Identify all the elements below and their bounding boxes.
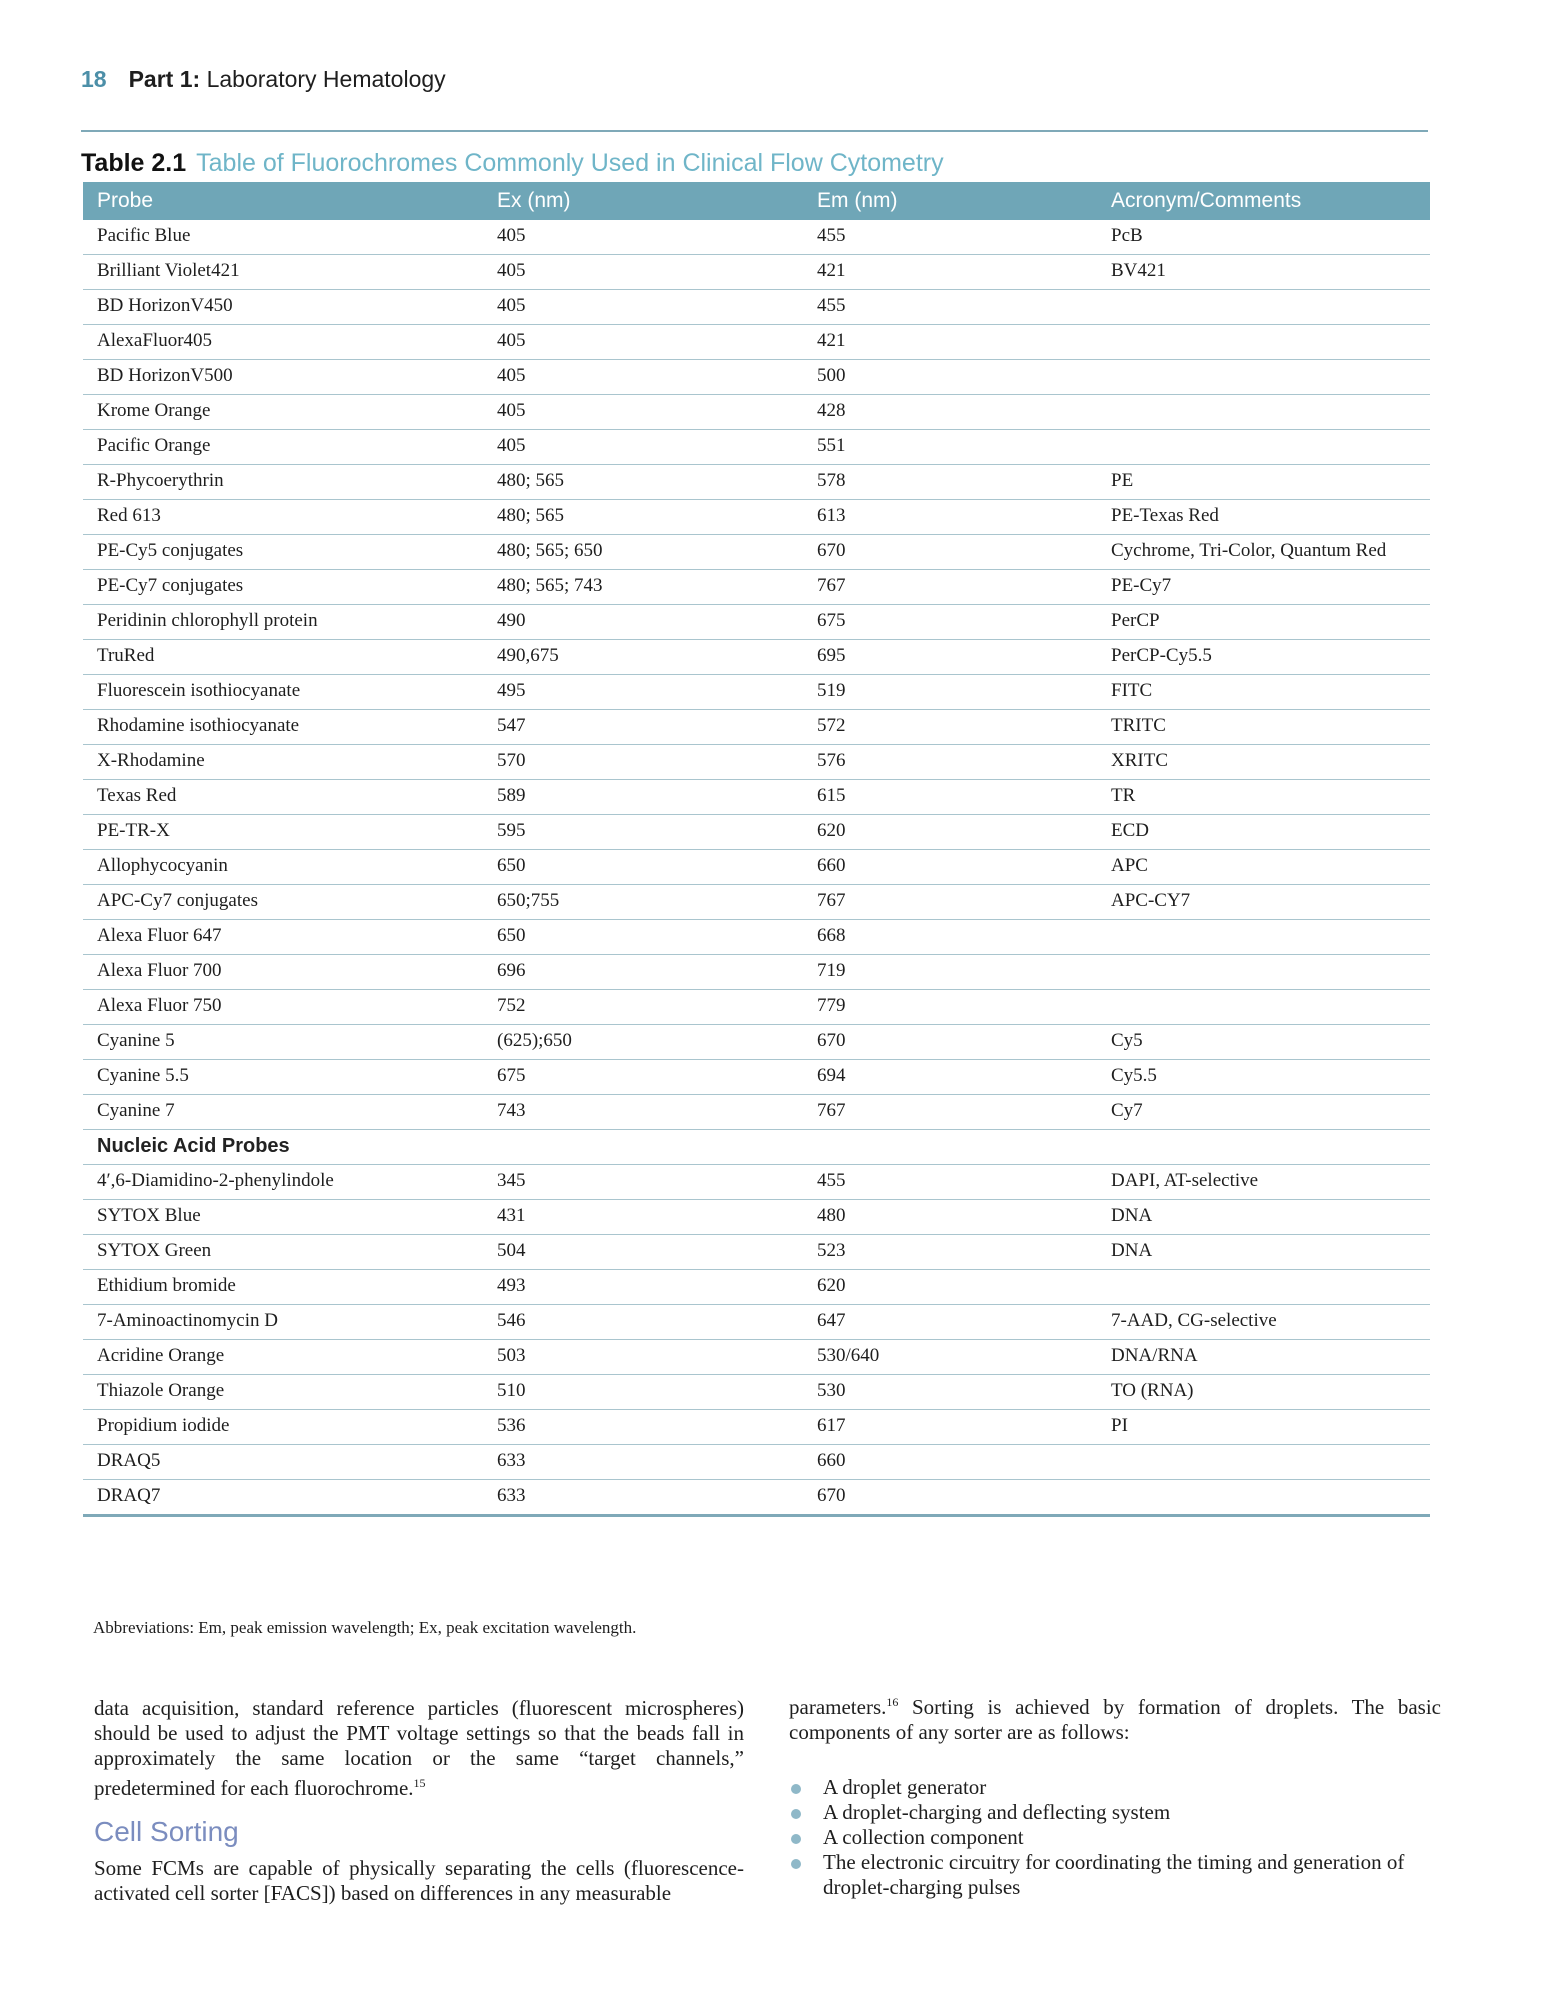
cell-em: 670 [803,1480,1097,1516]
cell-ex: 510 [483,1375,803,1410]
table-row [83,1340,1430,1375]
cell-probe: Pacific Orange [83,430,483,465]
cell-em: 455 [803,220,1097,255]
table-section-heading: Nucleic Acid Probes [83,1130,1430,1165]
cell-ex: 405 [483,360,803,395]
cell-comments: DAPI, AT-selective [1097,1165,1430,1200]
cell-probe: X-Rhodamine [83,745,483,780]
cell-probe: 7-Aminoactinomycin D [83,1305,483,1340]
cell-ex: 650;755 [483,885,803,920]
cell-ex: 595 [483,815,803,850]
cell-em: 779 [803,990,1097,1025]
cell-ex: 650 [483,850,803,885]
cell-ex: (625);650 [483,1025,803,1060]
cell-comments: DNA [1097,1200,1430,1235]
cell-ex: 536 [483,1410,803,1445]
cell-comments: ECD [1097,815,1430,850]
cell-em: 660 [803,1445,1097,1480]
cell-probe: Allophycocyanin [83,850,483,885]
cell-probe: BD HorizonV450 [83,290,483,325]
section-heading: Cell Sorting [94,1816,239,1847]
table-row [83,1060,1430,1095]
part-number: Part 1: [128,66,201,92]
table-row [83,920,1430,955]
cell-probe: PE-TR-X [83,815,483,850]
cell-probe: Red 613 [83,500,483,535]
cell-em: 523 [803,1235,1097,1270]
cell-comments: BV421 [1097,255,1430,290]
table-row [83,570,1430,605]
cell-em: 421 [803,325,1097,360]
cell-comments [1097,920,1430,955]
bullet-icon [791,1859,801,1869]
cell-probe: TruRed [83,640,483,675]
table-caption [81,149,944,178]
part-title: Laboratory Hematology [206,66,446,92]
cell-ex: 547 [483,710,803,745]
cell-comments: TR [1097,780,1430,815]
cell-ex: 345 [483,1165,803,1200]
body-paragraph: Some FCMs are capable of physically separating the cells (fluorescence-activated cell sorter [FACS]) based on differences in any measurable [94,1856,744,1905]
cell-ex: 480; 565 [483,500,803,535]
cell-em: 620 [803,1270,1097,1305]
top-rule [81,130,1428,132]
table-row [83,640,1430,675]
cell-comments: TRITC [1097,710,1430,745]
part-label [129,66,446,93]
cell-em: 670 [803,535,1097,570]
cell-ex: 546 [483,1305,803,1340]
cell-probe: Propidium iodide [83,1410,483,1445]
table-row [83,255,1430,290]
list-item: A droplet-charging and deflecting system [789,1800,1441,1825]
cell-ex: 493 [483,1270,803,1305]
cell-comments: PcB [1097,220,1430,255]
cell-probe: DRAQ5 [83,1445,483,1480]
list-item: A droplet generator [789,1775,1441,1800]
cell-comments [1097,1445,1430,1480]
cell-comments [1097,360,1430,395]
table-row [83,885,1430,920]
cell-ex: 743 [483,1095,803,1130]
cell-em: 455 [803,1165,1097,1200]
cell-em: 767 [803,1095,1097,1130]
cell-comments [1097,1270,1430,1305]
cell-probe: Acridine Orange [83,1340,483,1375]
table-row [83,325,1430,360]
cell-probe: PE-Cy7 conjugates [83,570,483,605]
cell-probe: Cyanine 5 [83,1025,483,1060]
bullet-icon [791,1784,801,1794]
cell-comments: Cy7 [1097,1095,1430,1130]
table-row [83,1375,1430,1410]
table-row [83,535,1430,570]
cell-em: 576 [803,745,1097,780]
cell-em: 428 [803,395,1097,430]
fluorochrome-table [83,182,1430,1517]
table-row [83,955,1430,990]
cell-em: 455 [803,290,1097,325]
cell-em: 660 [803,850,1097,885]
cell-probe: R-Phycoerythrin [83,465,483,500]
cell-ex: 490 [483,605,803,640]
cell-comments: PE [1097,465,1430,500]
cell-ex: 480; 565 [483,465,803,500]
cell-em: 519 [803,675,1097,710]
table-row [83,710,1430,745]
table-row [83,360,1430,395]
table-body [83,220,1430,1516]
table-row [83,465,1430,500]
bullet-icon [791,1834,801,1844]
table-footnote: Abbreviations: Em, peak emission wavelength; Ex, peak excitation wavelength. [93,1618,637,1637]
table-row [83,1480,1430,1516]
cell-em: 500 [803,360,1097,395]
cell-em: 613 [803,500,1097,535]
table-row [83,1165,1430,1200]
cell-probe: Peridinin chlorophyll protein [83,605,483,640]
reference-marker: 16 [886,1695,899,1709]
left-column [94,1696,744,1906]
cell-em: 647 [803,1305,1097,1340]
cell-probe: Rhodamine isothiocyanate [83,710,483,745]
cell-probe: Krome Orange [83,395,483,430]
cell-probe: BD HorizonV500 [83,360,483,395]
cell-ex: 480; 565; 743 [483,570,803,605]
cell-em: 694 [803,1060,1097,1095]
cell-probe: Alexa Fluor 750 [83,990,483,1025]
cell-em: 480 [803,1200,1097,1235]
cell-ex: 490,675 [483,640,803,675]
cell-em: 675 [803,605,1097,640]
cell-ex: 405 [483,430,803,465]
table-row [83,850,1430,885]
cell-em: 578 [803,465,1097,500]
cell-em: 551 [803,430,1097,465]
paragraph-text: parameters. [789,1695,887,1719]
cell-probe: 4′,6-Diamidino-2-phenylindole [83,1165,483,1200]
cell-comments [1097,290,1430,325]
cell-comments: DNA/RNA [1097,1340,1430,1375]
cell-probe: Alexa Fluor 700 [83,955,483,990]
cell-em: 530 [803,1375,1097,1410]
cell-comments: FITC [1097,675,1430,710]
cell-comments: Cychrome, Tri-Color, Quantum Red [1097,535,1430,570]
cell-probe: Cyanine 5.5 [83,1060,483,1095]
cell-comments: PerCP [1097,605,1430,640]
cell-comments [1097,395,1430,430]
table-section-row [83,1130,1430,1165]
table-number: Table 2.1 [81,149,187,177]
cell-probe: Brilliant Violet421 [83,255,483,290]
cell-comments [1097,990,1430,1025]
paragraph-text: Sorting is achieved by formation of droplets. The basic components of any sorter are as follows: [789,1695,1441,1744]
cell-probe: Ethidium bromide [83,1270,483,1305]
cell-em: 530/640 [803,1340,1097,1375]
table-row [83,1200,1430,1235]
cell-comments: XRITC [1097,745,1430,780]
cell-probe: Thiazole Orange [83,1375,483,1410]
cell-ex: 405 [483,325,803,360]
cell-em: 767 [803,885,1097,920]
table-row [83,675,1430,710]
table-row [83,500,1430,535]
list-item: The electronic circuitry for coordinating the timing and generation of droplet-charging pulses [789,1850,1441,1900]
cell-ex: 633 [483,1480,803,1516]
cell-probe: DRAQ7 [83,1480,483,1516]
body-paragraph [94,1696,744,1801]
table-row [83,395,1430,430]
cell-em: 695 [803,640,1097,675]
table-row [83,1270,1430,1305]
reference-marker: 15 [413,1776,426,1790]
cell-probe: AlexaFluor405 [83,325,483,360]
cell-ex: 696 [483,955,803,990]
cell-ex: 495 [483,675,803,710]
cell-ex: 503 [483,1340,803,1375]
table-row [83,1025,1430,1060]
table-row [83,780,1430,815]
table-row [83,290,1430,325]
cell-em: 767 [803,570,1097,605]
body-paragraph [789,1690,1441,1745]
cell-ex: 589 [483,780,803,815]
cell-comments: PE-Texas Red [1097,500,1430,535]
table-row [83,430,1430,465]
bullet-icon [791,1809,801,1819]
table-row [83,1445,1430,1480]
table-row [83,1305,1430,1340]
cell-comments: PE-Cy7 [1097,570,1430,605]
cell-probe: APC-Cy7 conjugates [83,885,483,920]
table-row [83,815,1430,850]
cell-em: 620 [803,815,1097,850]
cell-comments: PerCP-Cy5.5 [1097,640,1430,675]
table-row [83,745,1430,780]
cell-ex: 752 [483,990,803,1025]
list-item: A collection component [789,1825,1441,1850]
cell-comments: Cy5 [1097,1025,1430,1060]
cell-comments: APC [1097,850,1430,885]
paragraph-text: data acquisition, standard reference particles (fluorescent microspheres) should be used to adjust the PMT voltage settings so that the beads fall in approximately the same location or the same “target channels,” predetermined for each fluorochrome. [94,1696,744,1800]
cell-comments [1097,955,1430,990]
cell-ex: 480; 565; 650 [483,535,803,570]
cell-em: 617 [803,1410,1097,1445]
cell-ex: 431 [483,1200,803,1235]
table-row [83,1410,1430,1445]
cell-em: 668 [803,920,1097,955]
cell-em: 572 [803,710,1097,745]
cell-comments [1097,430,1430,465]
cell-em: 421 [803,255,1097,290]
cell-probe: SYTOX Green [83,1235,483,1270]
cell-comments: 7-AAD, CG-selective [1097,1305,1430,1340]
cell-comments [1097,1480,1430,1516]
cell-probe: PE-Cy5 conjugates [83,535,483,570]
cell-comments [1097,325,1430,360]
cell-probe: Alexa Fluor 647 [83,920,483,955]
cell-em: 670 [803,1025,1097,1060]
right-column [789,1690,1441,1900]
table-title: Table of Fluorochromes Commonly Used in Clinical Flow Cytometry [196,149,944,177]
column-header-probe: Probe [83,182,483,220]
cell-comments: APC-CY7 [1097,885,1430,920]
cell-probe: Pacific Blue [83,220,483,255]
cell-probe: Texas Red [83,780,483,815]
table-row [83,990,1430,1025]
cell-ex: 405 [483,255,803,290]
cell-em: 719 [803,955,1097,990]
cell-ex: 570 [483,745,803,780]
cell-comments: TO (RNA) [1097,1375,1430,1410]
column-header-ex: Ex (nm) [483,182,803,220]
table-row [83,1095,1430,1130]
cell-ex: 405 [483,290,803,325]
cell-probe: Cyanine 7 [83,1095,483,1130]
table-row [83,1235,1430,1270]
running-head [81,66,446,93]
table-row [83,220,1430,255]
cell-em: 615 [803,780,1097,815]
column-header-comments: Acronym/Comments [1097,182,1430,220]
component-list [789,1775,1441,1900]
cell-comments: PI [1097,1410,1430,1445]
table-row [83,605,1430,640]
cell-comments: DNA [1097,1235,1430,1270]
cell-ex: 633 [483,1445,803,1480]
cell-ex: 650 [483,920,803,955]
cell-probe: Fluorescein isothiocyanate [83,675,483,710]
cell-ex: 504 [483,1235,803,1270]
table-header-row [83,182,1430,220]
cell-ex: 405 [483,220,803,255]
cell-ex: 405 [483,395,803,430]
page-number: 18 [81,66,107,92]
column-header-em: Em (nm) [803,182,1097,220]
cell-probe: SYTOX Blue [83,1200,483,1235]
cell-ex: 675 [483,1060,803,1095]
cell-comments: Cy5.5 [1097,1060,1430,1095]
